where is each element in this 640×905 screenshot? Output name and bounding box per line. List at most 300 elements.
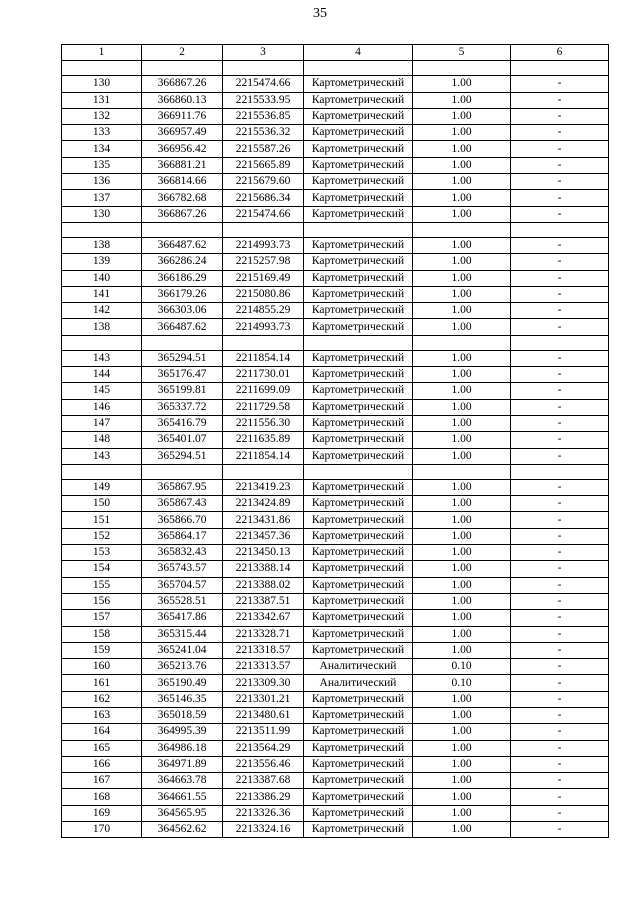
empty-cell bbox=[62, 222, 142, 237]
table-row bbox=[62, 496, 609, 512]
table-cell-col-6: - bbox=[511, 141, 609, 157]
table-cell-col-3: 2211699.09 bbox=[223, 383, 304, 399]
table-cell-col-1: 149 bbox=[62, 479, 142, 495]
table-cell-col-5: 1.00 bbox=[413, 399, 511, 415]
table-cell-col-4: Картометрический bbox=[304, 270, 413, 286]
table-row bbox=[62, 707, 609, 723]
table-cell-col-6: - bbox=[511, 254, 609, 270]
table-row bbox=[62, 174, 609, 190]
table-cell-col-3: 2213457.36 bbox=[223, 528, 304, 544]
table-cell-col-3: 2215474.66 bbox=[223, 206, 304, 222]
table-cell-col-1: 148 bbox=[62, 432, 142, 448]
table-cell-col-6: - bbox=[511, 740, 609, 756]
table-cell-col-2: 364663.78 bbox=[142, 773, 223, 789]
table-cell-col-5: 1.00 bbox=[413, 756, 511, 772]
table-cell-col-2: 366179.26 bbox=[142, 286, 223, 302]
table-cell-col-6: - bbox=[511, 108, 609, 124]
table-cell-col-2: 364565.95 bbox=[142, 805, 223, 821]
group-spacer-row bbox=[62, 335, 609, 350]
table-cell-col-3: 2213556.46 bbox=[223, 756, 304, 772]
table-cell-col-2: 365743.57 bbox=[142, 561, 223, 577]
table-cell-col-5: 1.00 bbox=[413, 270, 511, 286]
table-cell-col-1: 130 bbox=[62, 206, 142, 222]
table-cell-col-5: 1.00 bbox=[413, 577, 511, 593]
table-cell-col-6: - bbox=[511, 642, 609, 658]
table-cell-col-6: - bbox=[511, 724, 609, 740]
table-cell-col-2: 366867.26 bbox=[142, 206, 223, 222]
table-cell-col-3: 2213324.16 bbox=[223, 822, 304, 838]
table-cell-col-5: 0.10 bbox=[413, 659, 511, 675]
table-cell-col-6: - bbox=[511, 125, 609, 141]
table-cell-col-2: 366487.62 bbox=[142, 319, 223, 335]
page-number: 35 bbox=[313, 6, 327, 21]
table-cell-col-1: 131 bbox=[62, 92, 142, 108]
table-cell-col-6: - bbox=[511, 756, 609, 772]
table-cell-col-5: 1.00 bbox=[413, 545, 511, 561]
table-row bbox=[62, 593, 609, 609]
table-cell-col-1: 167 bbox=[62, 773, 142, 789]
table-cell-col-6: - bbox=[511, 367, 609, 383]
empty-cell bbox=[62, 464, 142, 479]
table-cell-col-5: 1.00 bbox=[413, 237, 511, 253]
table-cell-col-4: Картометрический bbox=[304, 789, 413, 805]
table-cell-col-6: - bbox=[511, 415, 609, 431]
table-cell-col-4: Картометрический bbox=[304, 190, 413, 206]
column-header-5: 5 bbox=[413, 45, 511, 61]
table-cell-col-4: Картометрический bbox=[304, 254, 413, 270]
table-row bbox=[62, 512, 609, 528]
table-row bbox=[62, 610, 609, 626]
table-cell-col-4: Картометрический bbox=[304, 174, 413, 190]
table-cell-col-2: 365866.70 bbox=[142, 512, 223, 528]
empty-cell bbox=[142, 335, 223, 350]
empty-cell bbox=[511, 61, 609, 76]
table-cell-col-5: 1.00 bbox=[413, 92, 511, 108]
table-cell-col-3: 2211854.14 bbox=[223, 350, 304, 366]
table-cell-col-1: 155 bbox=[62, 577, 142, 593]
table-cell-col-4: Картометрический bbox=[304, 415, 413, 431]
table-cell-col-5: 1.00 bbox=[413, 303, 511, 319]
table-cell-col-6: - bbox=[511, 157, 609, 173]
table-cell-col-1: 147 bbox=[62, 415, 142, 431]
table-cell-col-1: 164 bbox=[62, 724, 142, 740]
table-cell-col-3: 2211854.14 bbox=[223, 448, 304, 464]
table-row bbox=[62, 805, 609, 821]
table-cell-col-1: 169 bbox=[62, 805, 142, 821]
table-cell-col-4: Картометрический bbox=[304, 593, 413, 609]
table-cell-col-4: Картометрический bbox=[304, 479, 413, 495]
table-cell-col-5: 1.00 bbox=[413, 740, 511, 756]
table-row bbox=[62, 756, 609, 772]
table-cell-col-1: 138 bbox=[62, 319, 142, 335]
table-cell-col-5: 1.00 bbox=[413, 190, 511, 206]
table-cell-col-4: Картометрический bbox=[304, 512, 413, 528]
table-row bbox=[62, 399, 609, 415]
table-cell-col-4: Картометрический bbox=[304, 141, 413, 157]
table-cell-col-4: Картометрический bbox=[304, 92, 413, 108]
table-cell-col-6: - bbox=[511, 528, 609, 544]
table-cell-col-4: Аналитический bbox=[304, 675, 413, 691]
table-cell-col-1: 136 bbox=[62, 174, 142, 190]
table-cell-col-6: - bbox=[511, 76, 609, 92]
table-cell-col-4: Картометрический bbox=[304, 399, 413, 415]
table-cell-col-2: 366186.29 bbox=[142, 270, 223, 286]
table-row bbox=[62, 237, 609, 253]
table-cell-col-5: 1.00 bbox=[413, 528, 511, 544]
table-cell-col-3: 2215679.60 bbox=[223, 174, 304, 190]
table-cell-col-6: - bbox=[511, 805, 609, 821]
table-cell-col-1: 150 bbox=[62, 496, 142, 512]
table-cell-col-1: 146 bbox=[62, 399, 142, 415]
column-header-6: 6 bbox=[511, 45, 609, 61]
table-cell-col-4: Картометрический bbox=[304, 691, 413, 707]
empty-cell bbox=[413, 61, 511, 76]
empty-cell bbox=[413, 464, 511, 479]
table-cell-col-3: 2213564.29 bbox=[223, 740, 304, 756]
table-cell-col-4: Картометрический bbox=[304, 740, 413, 756]
table-cell-col-6: - bbox=[511, 610, 609, 626]
table-cell-col-2: 365864.17 bbox=[142, 528, 223, 544]
table-cell-col-4: Картометрический bbox=[304, 642, 413, 658]
table-cell-col-2: 364971.89 bbox=[142, 756, 223, 772]
table-cell-col-5: 1.00 bbox=[413, 822, 511, 838]
table-row bbox=[62, 675, 609, 691]
table-cell-col-5: 1.00 bbox=[413, 610, 511, 626]
table-cell-col-1: 140 bbox=[62, 270, 142, 286]
table-cell-col-2: 366487.62 bbox=[142, 237, 223, 253]
table-cell-col-3: 2213326.36 bbox=[223, 805, 304, 821]
table-cell-col-1: 130 bbox=[62, 76, 142, 92]
table-cell-col-2: 366782.68 bbox=[142, 190, 223, 206]
table-cell-col-4: Картометрический bbox=[304, 805, 413, 821]
table-row bbox=[62, 691, 609, 707]
table-cell-col-3: 2213388.14 bbox=[223, 561, 304, 577]
table-cell-col-5: 1.00 bbox=[413, 773, 511, 789]
table-cell-col-6: - bbox=[511, 626, 609, 642]
table-cell-col-4: Картометрический bbox=[304, 822, 413, 838]
table-cell-col-1: 153 bbox=[62, 545, 142, 561]
table-cell-col-5: 1.00 bbox=[413, 496, 511, 512]
table-cell-col-2: 365417.86 bbox=[142, 610, 223, 626]
table-row bbox=[62, 108, 609, 124]
table-cell-col-4: Картометрический bbox=[304, 125, 413, 141]
table-cell-col-1: 154 bbox=[62, 561, 142, 577]
table-cell-col-5: 1.00 bbox=[413, 141, 511, 157]
table-cell-col-2: 364986.18 bbox=[142, 740, 223, 756]
table-cell-col-6: - bbox=[511, 675, 609, 691]
table-cell-col-1: 141 bbox=[62, 286, 142, 302]
group-spacer-row bbox=[62, 61, 609, 76]
table-cell-col-3: 2214993.73 bbox=[223, 319, 304, 335]
column-header-3: 3 bbox=[223, 45, 304, 61]
empty-cell bbox=[304, 335, 413, 350]
table-cell-col-5: 1.00 bbox=[413, 512, 511, 528]
table-cell-col-5: 1.00 bbox=[413, 479, 511, 495]
table-cell-col-5: 1.00 bbox=[413, 724, 511, 740]
table-cell-col-5: 0.10 bbox=[413, 675, 511, 691]
table-cell-col-2: 365528.51 bbox=[142, 593, 223, 609]
empty-cell bbox=[223, 61, 304, 76]
table-row bbox=[62, 383, 609, 399]
table-cell-col-3: 2215169.49 bbox=[223, 270, 304, 286]
table-cell-col-2: 366814.66 bbox=[142, 174, 223, 190]
table-cell-col-1: 160 bbox=[62, 659, 142, 675]
table-cell-col-6: - bbox=[511, 286, 609, 302]
table-row bbox=[62, 577, 609, 593]
table-cell-col-3: 2213318.57 bbox=[223, 642, 304, 658]
table-row bbox=[62, 822, 609, 838]
table-cell-col-1: 143 bbox=[62, 350, 142, 366]
empty-cell bbox=[304, 222, 413, 237]
table-cell-col-5: 1.00 bbox=[413, 174, 511, 190]
table-cell-col-6: - bbox=[511, 707, 609, 723]
table-cell-col-4: Картометрический bbox=[304, 350, 413, 366]
table-cell-col-1: 158 bbox=[62, 626, 142, 642]
table-cell-col-2: 365315.44 bbox=[142, 626, 223, 642]
table-cell-col-4: Картометрический bbox=[304, 76, 413, 92]
table-row bbox=[62, 254, 609, 270]
table-cell-col-6: - bbox=[511, 691, 609, 707]
table-cell-col-3: 2213309.30 bbox=[223, 675, 304, 691]
table-cell-col-4: Картометрический bbox=[304, 626, 413, 642]
table-cell-col-5: 1.00 bbox=[413, 319, 511, 335]
table-row bbox=[62, 270, 609, 286]
table-cell-col-3: 2215665.89 bbox=[223, 157, 304, 173]
table-cell-col-2: 366303.06 bbox=[142, 303, 223, 319]
table-cell-col-6: - bbox=[511, 432, 609, 448]
table-row bbox=[62, 141, 609, 157]
table-cell-col-3: 2215536.32 bbox=[223, 125, 304, 141]
table-cell-col-5: 1.00 bbox=[413, 367, 511, 383]
table-row bbox=[62, 319, 609, 335]
table-row bbox=[62, 528, 609, 544]
table-cell-col-3: 2213342.67 bbox=[223, 610, 304, 626]
table-cell-col-5: 1.00 bbox=[413, 707, 511, 723]
table-cell-col-3: 2215257.98 bbox=[223, 254, 304, 270]
table-cell-col-5: 1.00 bbox=[413, 206, 511, 222]
table-cell-col-2: 364995.39 bbox=[142, 724, 223, 740]
table-cell-col-5: 1.00 bbox=[413, 691, 511, 707]
table-cell-col-5: 1.00 bbox=[413, 432, 511, 448]
table-cell-col-1: 144 bbox=[62, 367, 142, 383]
table-row bbox=[62, 157, 609, 173]
table-cell-col-5: 1.00 bbox=[413, 125, 511, 141]
empty-cell bbox=[142, 464, 223, 479]
table-cell-col-1: 152 bbox=[62, 528, 142, 544]
table-cell-col-3: 2213419.23 bbox=[223, 479, 304, 495]
table-cell-col-5: 1.00 bbox=[413, 561, 511, 577]
table-cell-col-1: 162 bbox=[62, 691, 142, 707]
table-row bbox=[62, 286, 609, 302]
table-cell-col-4: Картометрический bbox=[304, 577, 413, 593]
table-row bbox=[62, 92, 609, 108]
table-cell-col-3: 2213313.57 bbox=[223, 659, 304, 675]
table-cell-col-5: 1.00 bbox=[413, 789, 511, 805]
table-cell-col-2: 365704.57 bbox=[142, 577, 223, 593]
table-cell-col-1: 161 bbox=[62, 675, 142, 691]
table-row bbox=[62, 561, 609, 577]
table-cell-col-4: Картометрический bbox=[304, 773, 413, 789]
column-header-1: 1 bbox=[62, 45, 142, 61]
table-cell-col-2: 365832.43 bbox=[142, 545, 223, 561]
table-cell-col-6: - bbox=[511, 496, 609, 512]
table-cell-col-2: 365241.04 bbox=[142, 642, 223, 658]
table-cell-col-6: - bbox=[511, 577, 609, 593]
table-cell-col-6: - bbox=[511, 237, 609, 253]
table-cell-col-1: 166 bbox=[62, 756, 142, 772]
group-spacer-row bbox=[62, 222, 609, 237]
empty-cell bbox=[511, 335, 609, 350]
table-cell-col-4: Картометрический bbox=[304, 496, 413, 512]
empty-cell bbox=[223, 335, 304, 350]
table-header-row bbox=[62, 45, 609, 61]
table-cell-col-4: Картометрический bbox=[304, 545, 413, 561]
table-row bbox=[62, 724, 609, 740]
table-cell-col-6: - bbox=[511, 773, 609, 789]
table-cell-col-6: - bbox=[511, 303, 609, 319]
table-cell-col-3: 2215587.26 bbox=[223, 141, 304, 157]
table-cell-col-5: 1.00 bbox=[413, 286, 511, 302]
table-cell-col-3: 2213386.29 bbox=[223, 789, 304, 805]
table-cell-col-6: - bbox=[511, 593, 609, 609]
table-cell-col-6: - bbox=[511, 174, 609, 190]
empty-cell bbox=[142, 61, 223, 76]
table-cell-col-2: 365416.79 bbox=[142, 415, 223, 431]
table-cell-col-3: 2213480.61 bbox=[223, 707, 304, 723]
empty-cell bbox=[304, 464, 413, 479]
table-cell-col-4: Картометрический bbox=[304, 286, 413, 302]
table-row bbox=[62, 789, 609, 805]
table-cell-col-1: 137 bbox=[62, 190, 142, 206]
table-cell-col-4: Картометрический bbox=[304, 303, 413, 319]
table-cell-col-1: 170 bbox=[62, 822, 142, 838]
table-cell-col-2: 365867.43 bbox=[142, 496, 223, 512]
table-cell-col-2: 365146.35 bbox=[142, 691, 223, 707]
table-row bbox=[62, 545, 609, 561]
table-cell-col-6: - bbox=[511, 822, 609, 838]
table-cell-col-2: 366867.26 bbox=[142, 76, 223, 92]
table-cell-col-6: - bbox=[511, 92, 609, 108]
table-row bbox=[62, 190, 609, 206]
table-row bbox=[62, 303, 609, 319]
group-spacer-row bbox=[62, 464, 609, 479]
table-cell-col-1: 134 bbox=[62, 141, 142, 157]
table-row bbox=[62, 125, 609, 141]
table-cell-col-4: Картометрический bbox=[304, 448, 413, 464]
table-cell-col-6: - bbox=[511, 319, 609, 335]
table-cell-col-3: 2213328.71 bbox=[223, 626, 304, 642]
table-cell-col-3: 2213387.68 bbox=[223, 773, 304, 789]
table-cell-col-2: 365213.76 bbox=[142, 659, 223, 675]
table-cell-col-3: 2214855.29 bbox=[223, 303, 304, 319]
table-cell-col-3: 2215474.66 bbox=[223, 76, 304, 92]
empty-cell bbox=[413, 335, 511, 350]
empty-cell bbox=[62, 61, 142, 76]
table-row bbox=[62, 448, 609, 464]
table-cell-col-3: 2215533.95 bbox=[223, 92, 304, 108]
table-cell-col-3: 2213450.13 bbox=[223, 545, 304, 561]
table-cell-col-2: 366860.13 bbox=[142, 92, 223, 108]
table-cell-col-5: 1.00 bbox=[413, 415, 511, 431]
table-cell-col-3: 2211730.01 bbox=[223, 367, 304, 383]
table-cell-col-3: 2214993.73 bbox=[223, 237, 304, 253]
table-cell-col-3: 2211729.58 bbox=[223, 399, 304, 415]
table-row bbox=[62, 206, 609, 222]
table-row bbox=[62, 642, 609, 658]
table-cell-col-3: 2211635.89 bbox=[223, 432, 304, 448]
table-cell-col-6: - bbox=[511, 659, 609, 675]
table-cell-col-4: Картометрический bbox=[304, 319, 413, 335]
table-cell-col-1: 159 bbox=[62, 642, 142, 658]
table-cell-col-5: 1.00 bbox=[413, 642, 511, 658]
table-cell-col-2: 365867.95 bbox=[142, 479, 223, 495]
table-cell-col-2: 366881.21 bbox=[142, 157, 223, 173]
table-cell-col-4: Картометрический bbox=[304, 367, 413, 383]
table-cell-col-5: 1.00 bbox=[413, 593, 511, 609]
table-cell-col-6: - bbox=[511, 350, 609, 366]
table-cell-col-1: 132 bbox=[62, 108, 142, 124]
table-cell-col-6: - bbox=[511, 479, 609, 495]
table-cell-col-3: 2213388.02 bbox=[223, 577, 304, 593]
table-cell-col-3: 2213301.21 bbox=[223, 691, 304, 707]
empty-cell bbox=[62, 335, 142, 350]
table-cell-col-4: Картометрический bbox=[304, 756, 413, 772]
table-cell-col-4: Картометрический bbox=[304, 724, 413, 740]
table-cell-col-4: Картометрический bbox=[304, 707, 413, 723]
table-row bbox=[62, 76, 609, 92]
table-cell-col-2: 366911.76 bbox=[142, 108, 223, 124]
table-cell-col-4: Картометрический bbox=[304, 206, 413, 222]
table-row bbox=[62, 626, 609, 642]
table-cell-col-4: Картометрический bbox=[304, 383, 413, 399]
table-cell-col-2: 365199.81 bbox=[142, 383, 223, 399]
table-cell-col-5: 1.00 bbox=[413, 108, 511, 124]
table-cell-col-2: 365294.51 bbox=[142, 350, 223, 366]
table-cell-col-2: 366956.42 bbox=[142, 141, 223, 157]
table-cell-col-2: 365190.49 bbox=[142, 675, 223, 691]
table-cell-col-2: 366286.24 bbox=[142, 254, 223, 270]
table-row bbox=[62, 415, 609, 431]
table-cell-col-6: - bbox=[511, 399, 609, 415]
empty-cell bbox=[413, 222, 511, 237]
table-cell-col-1: 133 bbox=[62, 125, 142, 141]
table-row bbox=[62, 350, 609, 366]
table-cell-col-6: - bbox=[511, 512, 609, 528]
table-cell-col-4: Картометрический bbox=[304, 432, 413, 448]
column-header-4: 4 bbox=[304, 45, 413, 61]
coordinates-table bbox=[61, 44, 609, 838]
column-header-2: 2 bbox=[142, 45, 223, 61]
table-cell-col-3: 2213431.86 bbox=[223, 512, 304, 528]
table-cell-col-2: 365294.51 bbox=[142, 448, 223, 464]
table-cell-col-6: - bbox=[511, 383, 609, 399]
empty-cell bbox=[223, 464, 304, 479]
table-cell-col-4: Картометрический bbox=[304, 561, 413, 577]
empty-cell bbox=[223, 222, 304, 237]
table-cell-col-6: - bbox=[511, 448, 609, 464]
table-cell-col-4: Картометрический bbox=[304, 528, 413, 544]
table-row bbox=[62, 367, 609, 383]
empty-cell bbox=[511, 464, 609, 479]
table-cell-col-2: 365018.59 bbox=[142, 707, 223, 723]
empty-cell bbox=[304, 61, 413, 76]
table-body bbox=[62, 61, 609, 838]
table-cell-col-2: 365401.07 bbox=[142, 432, 223, 448]
table-cell-col-5: 1.00 bbox=[413, 76, 511, 92]
table-cell-col-6: - bbox=[511, 545, 609, 561]
table-cell-col-6: - bbox=[511, 789, 609, 805]
table-cell-col-4: Картометрический bbox=[304, 610, 413, 626]
